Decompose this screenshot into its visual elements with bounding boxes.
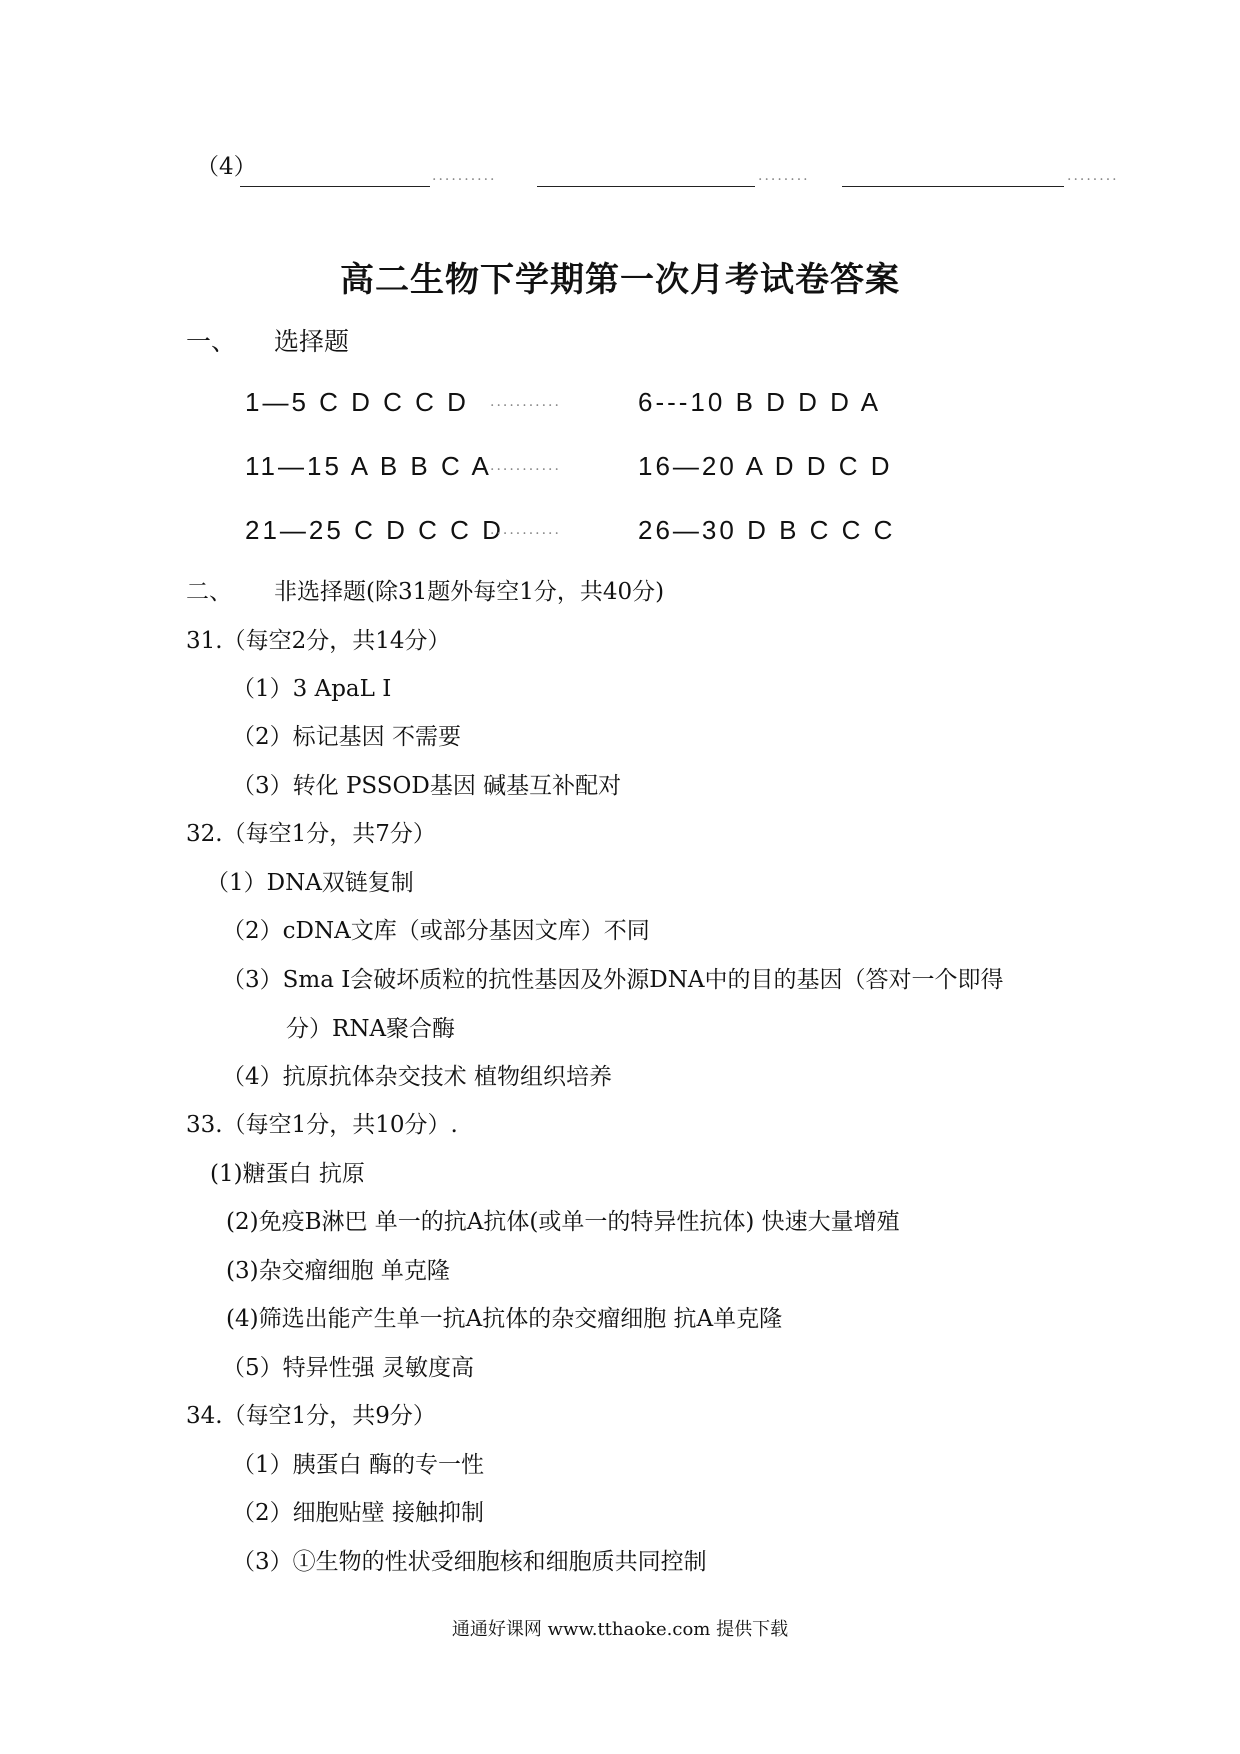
- section-1-number: 一、: [186, 327, 237, 356]
- answer-line: （2）标记基因 不需要: [232, 724, 461, 750]
- section-2-label: 非选择题(除31题外每空1分，共40分): [274, 579, 665, 605]
- answer-line: （1）胰蛋白 酶的专一性: [232, 1452, 484, 1478]
- dot-leader: ··········: [432, 172, 497, 188]
- answer-line: (3)杂交瘤细胞 单克隆: [226, 1258, 450, 1284]
- question-33-header: 33.（每空1分，共10分）.: [186, 1112, 458, 1138]
- dot-leader: ···········: [490, 526, 561, 542]
- answer-line: （2）细胞贴壁 接触抑制: [232, 1500, 484, 1526]
- dot-leader: ···········: [490, 462, 561, 478]
- choice-answers-left: 21—25 C D C C D: [245, 515, 504, 545]
- dot-leader: ········: [758, 172, 810, 188]
- answer-line: （3）转化 PSSOD基因 碱基互补配对: [232, 773, 622, 799]
- dot-leader: ········: [1067, 172, 1119, 188]
- answer-line-continued: 分）RNA聚合酶: [286, 1016, 456, 1042]
- question-34-header: 34.（每空1分，共9分）: [186, 1403, 436, 1429]
- answer-blank-1: [240, 186, 430, 187]
- answer-line: (2)免疫B淋巴 单一的抗A抗体(或单一的特异性抗体) 快速大量增殖: [226, 1209, 900, 1235]
- choice-answers-right: 6---10 B D D D A: [638, 387, 882, 417]
- answer-line: （1）3 ApaL I: [232, 676, 392, 702]
- dot-leader: ···········: [490, 398, 561, 414]
- answer-line: (1)糖蛋白 抗原: [210, 1161, 365, 1187]
- answer-line: （3）Sma I会破坏质粒的抗性基因及外源DNA中的目的基因（答对一个即得: [222, 967, 1004, 993]
- choice-answers-left: 1—5 C D C C D: [245, 387, 469, 417]
- choice-answers-left: 11—15 A B B C A: [245, 451, 492, 481]
- question-31-header: 31.（每空2分，共14分）: [186, 628, 451, 654]
- answer-line: （4）抗原抗体杂交技术 植物组织培养: [222, 1064, 612, 1090]
- answer-line: （2）cDNA文库（或部分基因文库）不同: [222, 918, 650, 944]
- answer-line: （1）DNA双链复制: [206, 870, 414, 896]
- page-title: 高二生物下学期第一次月考试卷答案: [340, 260, 900, 300]
- section-1-label: 选择题: [274, 327, 350, 356]
- section-2-number: 二、: [186, 579, 232, 605]
- page-footer: 通通好课网 www.tthaoke.com 提供下载: [451, 1619, 789, 1640]
- answer-line: (4)筛选出能产生单一抗A抗体的杂交瘤细胞 抗A单克隆: [226, 1306, 783, 1332]
- choice-answers-right: 26—30 D B C C C: [638, 515, 896, 545]
- answer-line: （3）①生物的性状受细胞核和细胞质共同控制: [232, 1549, 707, 1575]
- answer-line: （5）特异性强 灵敏度高: [222, 1355, 474, 1381]
- answer-blank-3: [842, 186, 1064, 187]
- answer-blank-2: [537, 186, 755, 187]
- choice-answers-right: 16—20 A D D C D: [638, 451, 893, 481]
- question-32-header: 32.（每空1分，共7分）: [186, 821, 436, 847]
- item-4-label: （4）: [196, 154, 257, 180]
